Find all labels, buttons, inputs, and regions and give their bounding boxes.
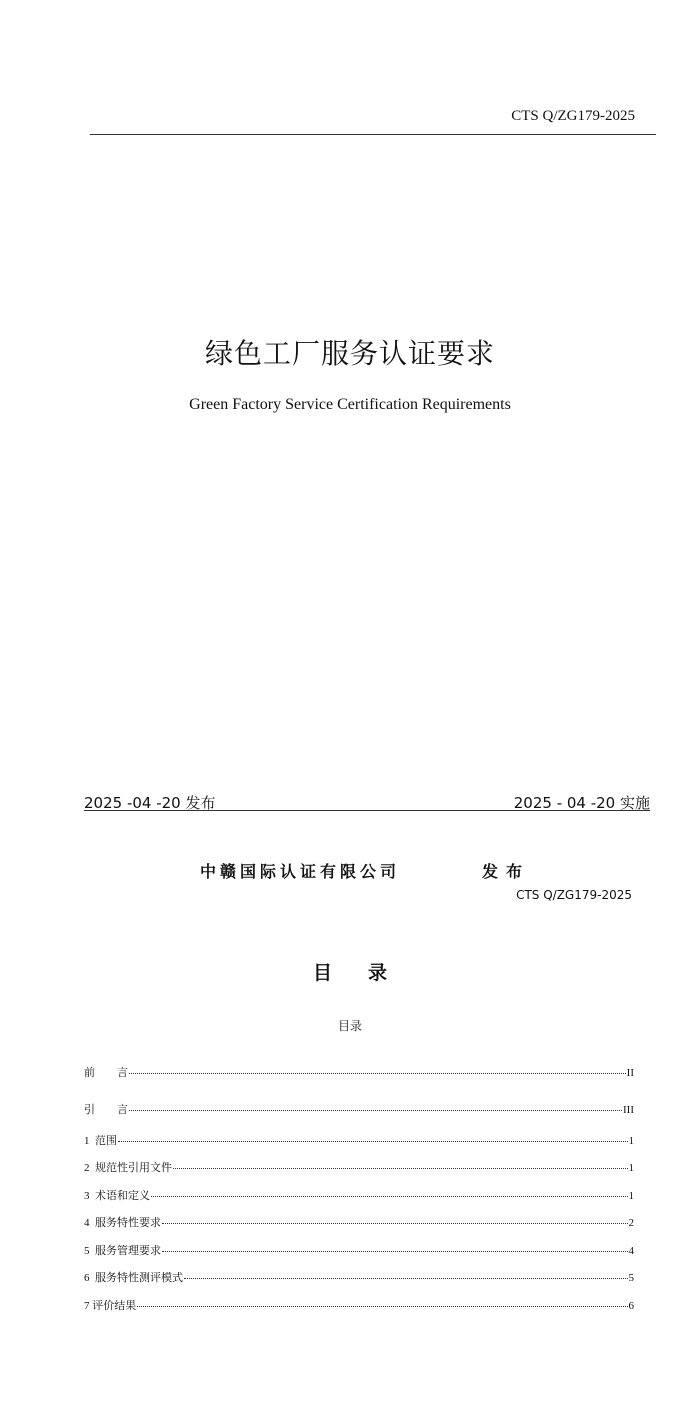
date-rule — [84, 810, 650, 811]
toc-entry-label: 引 言 — [84, 1104, 128, 1116]
toc-entry-foreword[interactable] — [84, 1064, 634, 1080]
toc-entry-page: II — [626, 1067, 634, 1079]
toc-subtitle: 目录 — [337, 1019, 362, 1033]
publish-date: 2025 -04 -20 发布 — [84, 794, 216, 812]
standard-code-header: CTS Q/ZG179-2025 — [511, 108, 635, 124]
toc-entry-label: 1 范围 — [84, 1135, 117, 1147]
toc-entry-page: 5 — [628, 1272, 634, 1284]
toc-leader-dots — [162, 1251, 628, 1252]
issuer-name: 中赣国际认证有限公司 — [200, 862, 401, 881]
implement-date: 2025 - 04 -20 实施 — [513, 794, 650, 812]
toc-entry-evaluation-results[interactable] — [84, 1297, 634, 1313]
toc-entry-introduction[interactable] — [84, 1101, 634, 1117]
toc-entry-page: 6 — [628, 1300, 634, 1312]
toc-entry-label: 7 评价结果 — [84, 1300, 137, 1312]
toc-entry-label: 4 服务特性要求 — [84, 1217, 161, 1229]
standard-code-footer: CTS Q/ZG179-2025 — [516, 888, 632, 902]
toc-leader-dots — [118, 1141, 628, 1142]
toc-leader-dots — [162, 1223, 628, 1224]
toc-entry-label: 前 言 — [84, 1067, 128, 1079]
toc-entry-page: 4 — [628, 1245, 634, 1257]
toc-entry-service-management[interactable] — [84, 1242, 634, 1258]
toc-entry-scope[interactable] — [84, 1132, 634, 1148]
document-title-english: Green Factory Service Certification Requirements — [189, 396, 511, 413]
toc-entry-label: 2 规范性引用文件 — [84, 1162, 172, 1174]
toc-entry-page: 1 — [628, 1190, 634, 1202]
header-rule — [90, 134, 656, 135]
toc-entry-service-characteristics[interactable] — [84, 1214, 634, 1230]
toc-entry-label: 3 术语和定义 — [84, 1190, 150, 1202]
toc-entry-terms-definitions[interactable] — [84, 1187, 634, 1203]
toc-leader-dots — [129, 1110, 622, 1111]
issuer-action: 发布 — [482, 862, 531, 881]
toc-entry-normative-references[interactable] — [84, 1159, 634, 1175]
toc-heading: 目录 — [312, 962, 423, 984]
toc-leader-dots — [173, 1168, 628, 1169]
toc-entry-page: III — [623, 1104, 634, 1116]
toc-entry-label: 6 服务特性测评模式 — [84, 1272, 183, 1284]
toc-entry-page: 1 — [628, 1135, 634, 1147]
toc-leader-dots — [137, 1306, 627, 1307]
toc-entry-page: 1 — [628, 1162, 634, 1174]
toc-leader-dots — [129, 1073, 626, 1074]
toc-leader-dots — [184, 1278, 628, 1279]
toc-entry-evaluation-mode[interactable] — [84, 1269, 634, 1285]
toc-entry-page: 2 — [628, 1217, 634, 1229]
toc-entry-label: 5 服务管理要求 — [84, 1245, 161, 1257]
toc-leader-dots — [151, 1196, 628, 1197]
document-title-chinese: 绿色工厂服务认证要求 — [204, 337, 495, 370]
